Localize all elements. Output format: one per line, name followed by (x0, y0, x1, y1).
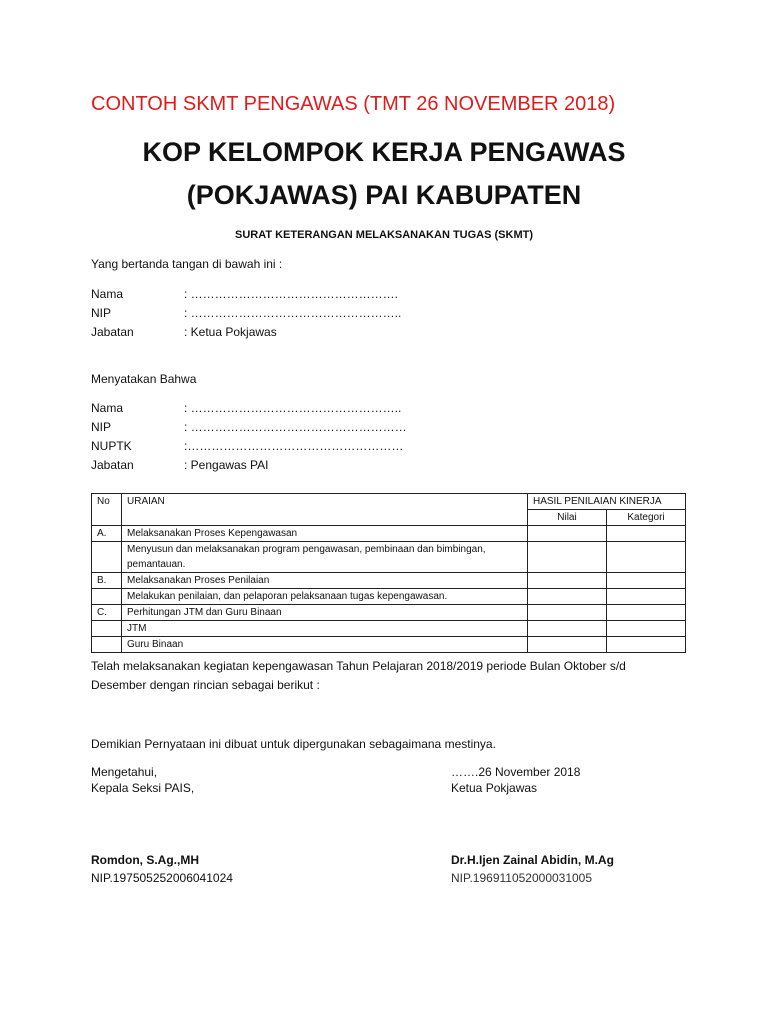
table-row (92, 621, 686, 637)
table-row (92, 589, 686, 605)
row-nilai (528, 573, 607, 589)
subject-nama-label: Nama (91, 401, 124, 415)
row-kategori (607, 637, 686, 653)
signer-nama-value: : ……………………………………………. (184, 287, 399, 301)
left-position: Kepala Seksi PAIS, (91, 781, 195, 795)
right-signer-nip: NIP.196911052000031005 (451, 871, 593, 885)
row-no (92, 621, 122, 637)
subject-nuptk-value: :……………………………………………… (184, 439, 404, 453)
row-no: A. (92, 526, 122, 542)
subject-nama-value: : …………………………………………….. (184, 401, 402, 415)
subject-jabatan-label: Jabatan (91, 458, 134, 472)
row-nilai (528, 637, 607, 653)
signer-jabatan-label: Jabatan (91, 325, 134, 339)
subject-jabatan-value: : Pengawas PAI (184, 458, 269, 472)
row-uraian: Melaksanakan Proses Penilaian (122, 573, 528, 589)
document-subtitle: SURAT KETERANGAN MELAKSANAKAN TUGAS (SKMT) (234, 229, 533, 241)
row-uraian: Melakukan penilaian, dan pelaporan pelaksanaan tugas kepengawasan. (122, 589, 528, 605)
row-uraian: JTM (122, 621, 528, 637)
row-no: B. (92, 573, 122, 589)
signer-nama-label: Nama (91, 287, 124, 301)
letterhead-line-2: (POKJAWAS) PAI KABUPATEN (186, 180, 582, 210)
letterhead-line-1: KOP KELOMPOK KERJA PENGAWAS (142, 137, 626, 167)
row-uraian: Menyusun dan melaksanakan program pengawasan, pembinaan dan bimbingan, pemantauan. (122, 542, 528, 573)
subject-nip-value: : ……………………………………………… (184, 420, 407, 434)
row-nilai (528, 621, 607, 637)
left-signer-name: Romdon, S.Ag.,MH (91, 853, 199, 867)
table-header-nilai: Nilai (528, 510, 607, 526)
table-row (92, 542, 686, 573)
table-header-uraian: URAIAN (122, 494, 528, 526)
closing-statement: Demikian Pernyataan ini dibuat untuk dipergunakan sebagaimana mestinya. (91, 737, 496, 751)
row-kategori (607, 605, 686, 621)
row-nilai (528, 605, 607, 621)
table-row (92, 526, 686, 542)
signer-jabatan-value: : Ketua Pokjawas (184, 325, 277, 339)
table-row (92, 573, 686, 589)
subject-nip-label: NIP (91, 420, 112, 434)
row-no (92, 637, 122, 653)
example-title: CONTOH SKMT PENGAWAS (TMT 26 NOVEMBER 2018) (91, 93, 616, 115)
row-kategori (607, 526, 686, 542)
row-no (92, 542, 122, 573)
left-signer-nip: NIP.197505252006041024 (91, 871, 233, 885)
right-signer-name: Dr.H.Ijen Zainal Abidin, M.Ag (451, 853, 614, 867)
intro-text: Yang bertanda tangan di bawah ini : (91, 257, 283, 271)
row-nilai (528, 542, 607, 573)
signer-nip-label: NIP (91, 306, 112, 320)
subject-nuptk-label: NUPTK (91, 439, 132, 453)
row-nilai (528, 526, 607, 542)
row-kategori (607, 542, 686, 573)
row-no (92, 589, 122, 605)
table-header-kategori: Kategori (607, 510, 686, 526)
row-nilai (528, 589, 607, 605)
right-position: Ketua Pokjawas (451, 781, 538, 795)
table-header-no: No (92, 494, 122, 526)
row-no: C. (92, 605, 122, 621)
row-uraian: Guru Binaan (122, 637, 528, 653)
menyatakan-heading: Menyatakan Bahwa (91, 372, 197, 386)
signer-nip-value: : …………………………………………….. (184, 306, 402, 320)
statement-line-2: Desember dengan rincian sebagai berikut : (91, 678, 320, 692)
table-header-hasil: HASIL PENILAIAN KINERJA (528, 494, 686, 510)
table-row (92, 637, 686, 653)
row-uraian: Melaksanakan Proses Kepengawasan (122, 526, 528, 542)
table-row (92, 605, 686, 621)
statement-line-1: Telah melaksanakan kegiatan kepengawasan Tahun Pelajaran 2018/2019 periode Bulan Oktober s/d (91, 659, 626, 673)
row-kategori (607, 573, 686, 589)
row-uraian: Perhitungan JTM dan Guru Binaan (122, 605, 528, 621)
left-mengetahui: Mengetahui, (91, 765, 158, 779)
row-kategori (607, 589, 686, 605)
row-kategori (607, 621, 686, 637)
signing-date: …….26 November 2018 (451, 765, 581, 779)
assessment-table (91, 493, 686, 653)
